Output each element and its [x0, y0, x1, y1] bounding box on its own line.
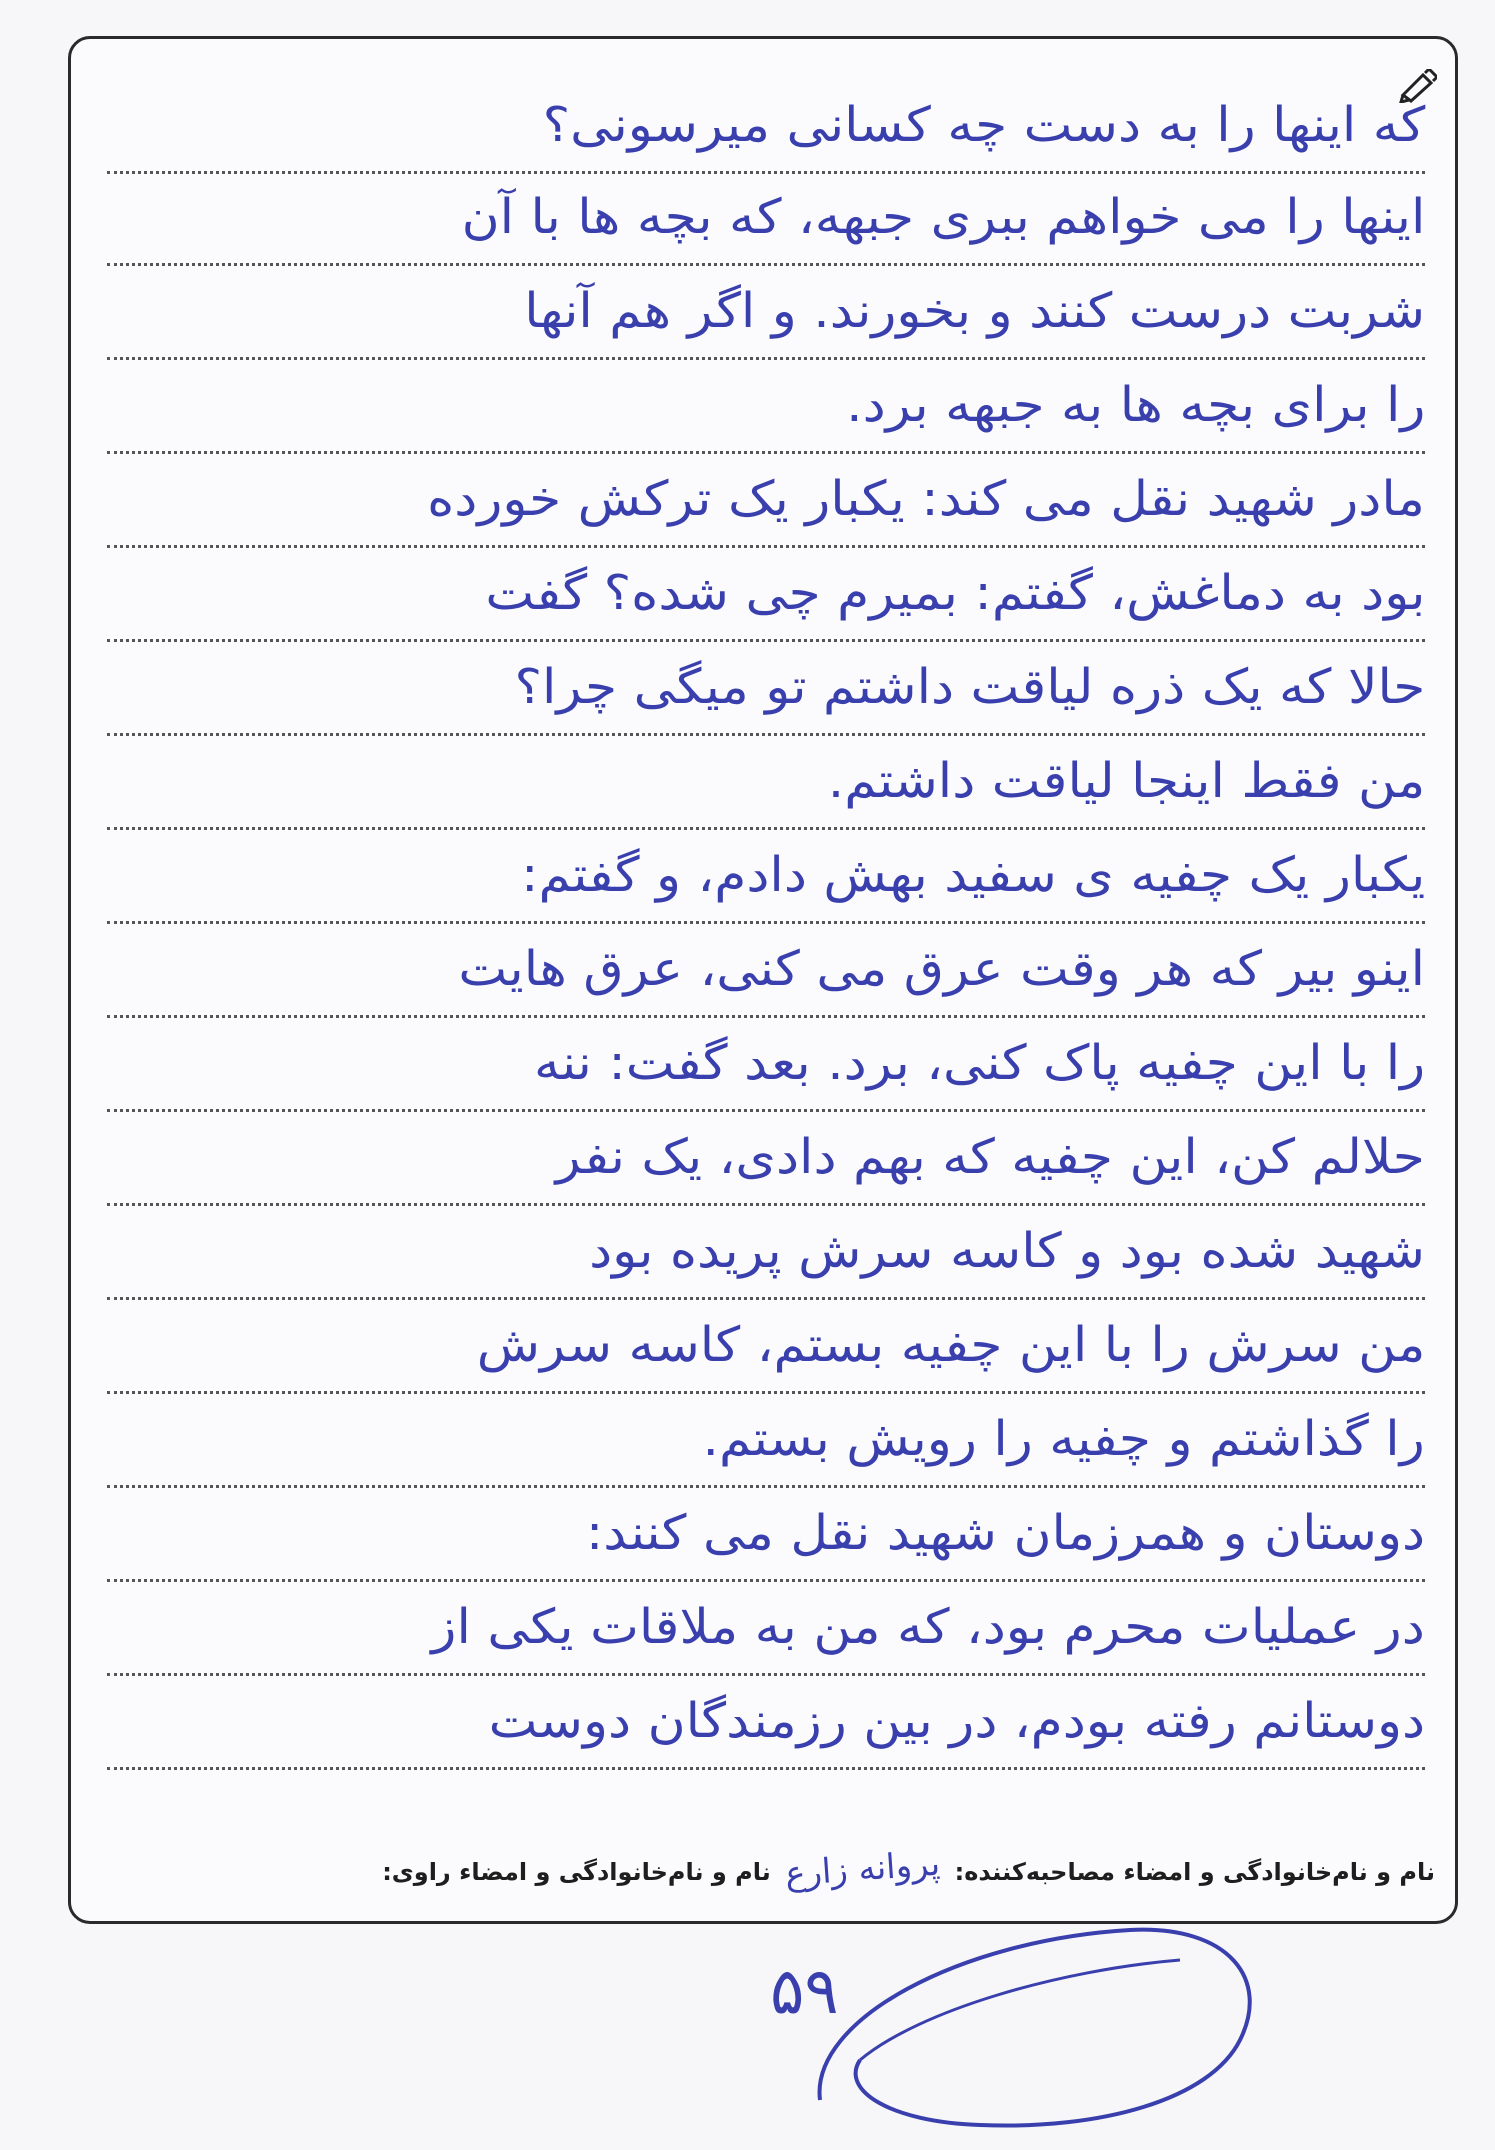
text-line: در عملیات محرم بود، که من به ملاقات یکی از	[107, 1581, 1425, 1676]
text-line: من فقط اینجا لیاقت داشتم.	[107, 735, 1425, 830]
text-line: دوستانم رفته بودم، در بین رزمندگان دوست	[107, 1675, 1425, 1770]
text-line: شهید شده بود و کاسه سرش پریده بود	[107, 1205, 1425, 1300]
text-line: بود به دماغش، گفتم: بمیرم چی شده؟ گفت	[107, 547, 1425, 642]
text-line: را با این چفیه پاک کنی، برد. بعد گفت: ننه	[107, 1017, 1425, 1112]
text-line: یکبار یک چفیه ی سفید بهش دادم، و گفتم:	[107, 829, 1425, 924]
signature-scribble	[800, 1900, 1300, 2140]
text-line: دوستان و همرزمان شهید نقل می کنند:	[107, 1487, 1425, 1582]
page-number: ۵۹	[770, 1955, 839, 2029]
text-line: را برای بچه ها به جبهه برد.	[107, 359, 1425, 454]
text-line: که اینها را به دست چه کسانی میرسونی؟	[107, 79, 1425, 174]
text-line: حالا که یک ذره لیاقت داشتم تو میگی چرا؟	[107, 641, 1425, 736]
interviewer-label: نام و نام‌خانوادگی و امضاء مصاحبه‌کننده:	[954, 1858, 1435, 1886]
form-sheet	[68, 36, 1458, 1924]
form-footer	[91, 1839, 1435, 1899]
narrator-label: نام و نام‌خانوادگی و امضاء راوی:	[382, 1858, 771, 1886]
handwritten-lines	[107, 39, 1425, 1839]
text-line: حلالم کن، این چفیه که بهم دادی، یک نفر	[107, 1111, 1425, 1206]
text-line: را گذاشتم و چفیه را رویش بستم.	[107, 1393, 1425, 1488]
text-line: اینو بیر که هر وقت عرق می کنی، عرق هایت	[107, 923, 1425, 1018]
text-line: مادر شهید نقل می کند: یکبار یک ترکش خورده	[107, 453, 1425, 548]
text-line: شربت درست کنند و بخورند. و اگر هم آنها	[107, 265, 1425, 360]
interviewer-name: پروانه زارع	[783, 1843, 942, 1895]
text-line: اینها را می خواهم ببری جبهه، که بچه ها با آن	[107, 171, 1425, 266]
text-line: من سرش را با این چفیه بستم، کاسه سرش	[107, 1299, 1425, 1394]
